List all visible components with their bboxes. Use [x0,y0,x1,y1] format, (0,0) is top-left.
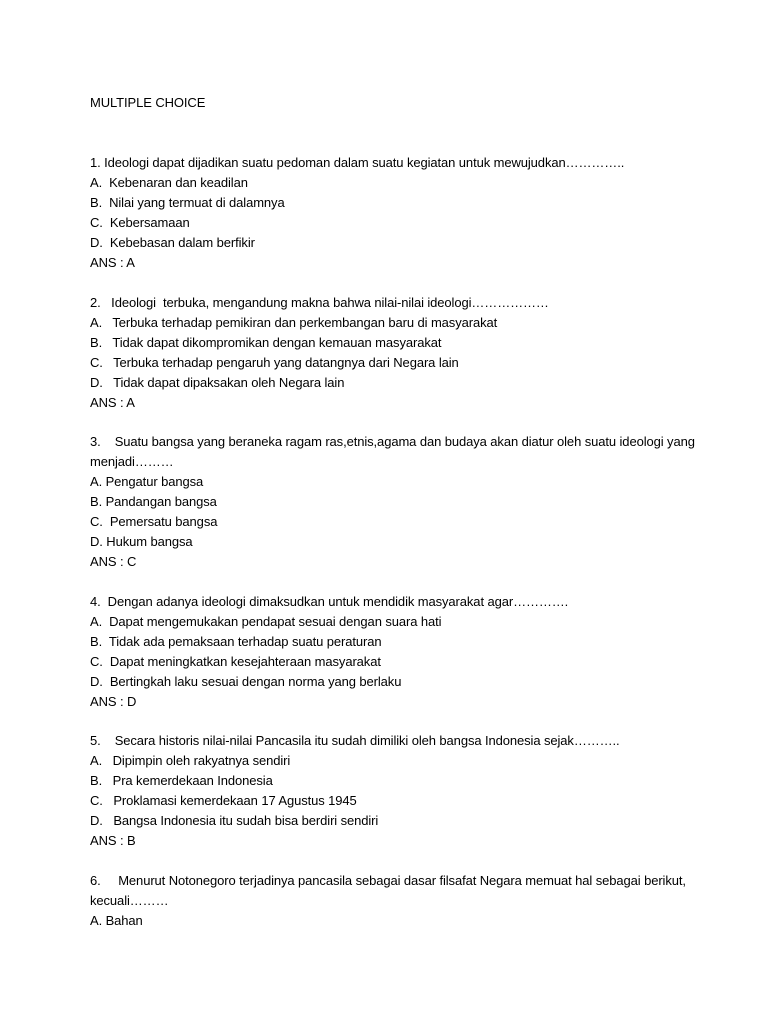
answer-key: ANS : A [90,394,135,410]
question-stem: 4. Dengan adanya ideologi dimaksudkan untuk mendidik masyarakat agar…………. [90,593,569,609]
option-b: B. Pandangan bangsa [90,494,217,509]
question-4 [90,592,710,712]
question-3 [90,432,710,572]
option-a: A. Bahan [90,912,143,928]
answer-key: ANS : B [90,833,136,848]
document-heading: MULTIPLE CHOICE [90,95,206,110]
option-c: C. Kebersamaan [90,215,190,230]
option-b: B. Pra kemerdekaan Indonesia [90,773,273,788]
option-c: C. Proklamasi kemerdekaan 17 Agustus 1945 [90,793,357,808]
question-2 [90,293,710,413]
option-c: C. Pemersatu bangsa [90,514,218,529]
option-b: B. Tidak ada pemaksaan terhadap suatu peraturan [90,633,382,649]
option-b: B. Nilai yang termuat di dalamnya [90,195,285,210]
option-a: A. Pengatur bangsa [90,474,204,489]
question-stem: 2. Ideologi terbuka, mengandung makna bahwa nilai-nilai ideologi……………… [90,294,549,310]
question-5 [90,731,710,851]
question-stem: 1. Ideologi dapat dijadikan suatu pedoman dalam suatu kegiatan untuk mewujudkan………….. [90,155,625,170]
option-d: D. Bertingkah laku sesuai dengan norma yang berlaku [90,673,402,689]
document-page [90,93,710,950]
option-b: B. Tidak dapat dikompromikan dengan kemauan masyarakat [90,334,442,350]
answer-key: ANS : A [90,255,135,270]
option-d: D. Bangsa Indonesia itu sudah bisa berdiri sendiri [90,813,379,828]
option-a: A. Terbuka terhadap pemikiran dan perkembangan baru di masyarakat [90,314,498,330]
answer-key: ANS : D [90,693,137,709]
option-d: D. Tidak dapat dipaksakan oleh Negara lain [90,374,345,390]
question-stem: 6. Menurut Notonegoro terjadinya pancasila sebagai dasar filsafat Negara memuat hal sebagai berikut, kecuali……… [90,872,690,908]
option-a: A. Dipimpin oleh rakyatnya sendiri [90,753,291,768]
question-stem: 3. Suatu bangsa yang beraneka ragam ras,etnis,agama dan budaya akan diatur oleh suatu ideologi yang menjadi……… [90,434,699,469]
option-a: A. Kebenaran dan keadilan [90,175,248,190]
question-stem: 5. Secara historis nilai-nilai Pancasila itu sudah dimiliki oleh bangsa Indonesia sejak……….. [90,733,620,748]
option-c: C. Dapat meningkatkan kesejahteraan masyarakat [90,653,381,669]
question-1 [90,153,710,273]
question-6 [90,871,710,931]
option-c: C. Terbuka terhadap pengaruh yang datangnya dari Negara lain [90,354,459,370]
option-d: D. Hukum bangsa [90,534,193,549]
answer-key: ANS : C [90,554,137,569]
option-a: A. Dapat mengemukakan pendapat sesuai dengan suara hati [90,613,442,629]
option-d: D. Kebebasan dalam berfikir [90,235,255,250]
